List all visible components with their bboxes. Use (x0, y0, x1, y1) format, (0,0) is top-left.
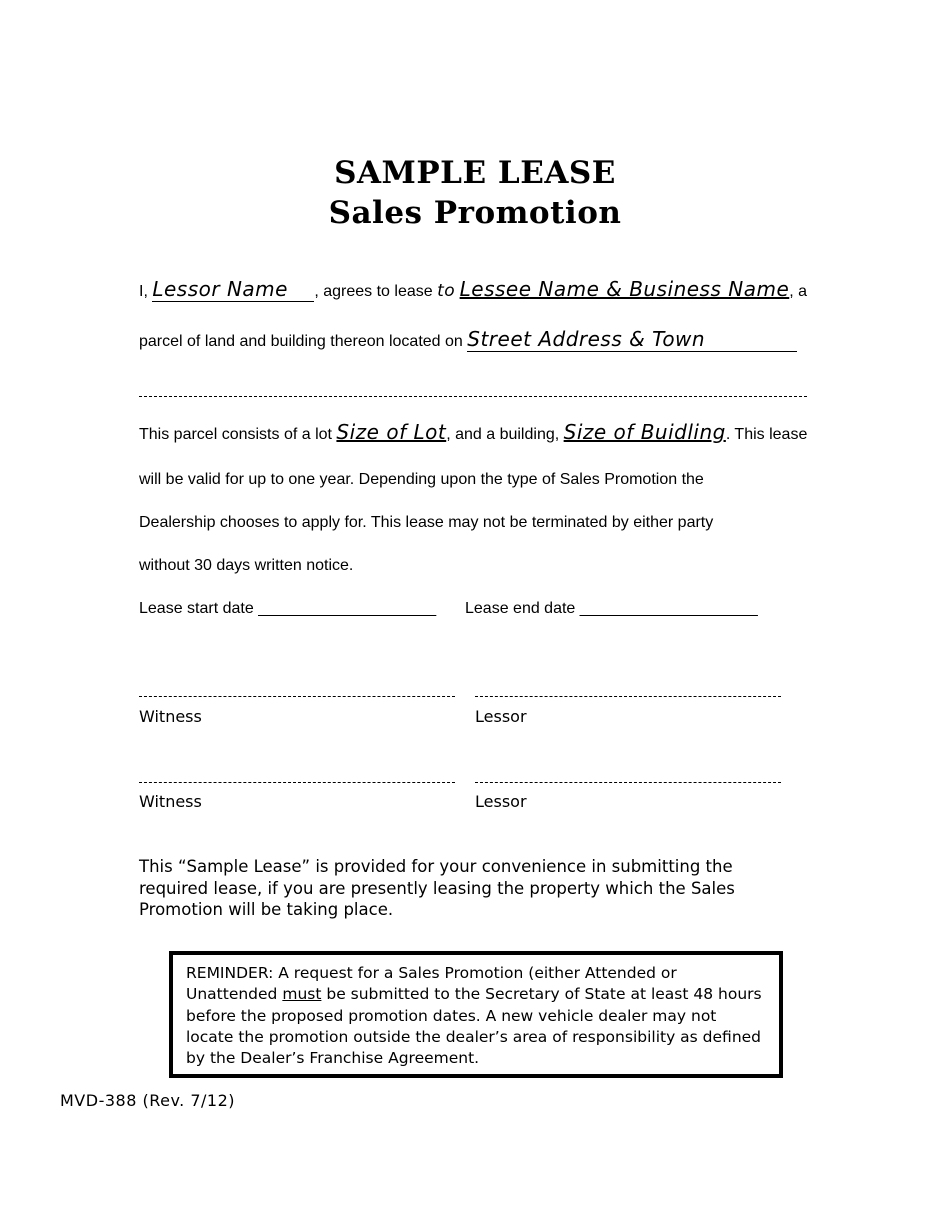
parcel-text: parcel of land and building thereon located on (139, 333, 463, 350)
street-address-field[interactable]: Street Address & Town (467, 327, 797, 352)
lease-text: . This lease (725, 426, 808, 443)
lessee-name-field[interactable]: Lessee Name & Business Name (459, 277, 790, 301)
reminder-box (169, 951, 783, 1078)
witness-label-1: Witness (139, 707, 202, 726)
witness-signature-line-2[interactable] (139, 782, 455, 783)
lot-prefix: This parcel consists of a lot (139, 426, 332, 443)
witness-signature-line-1[interactable] (139, 696, 455, 697)
lessor-signature-line-1[interactable] (475, 696, 781, 697)
to-word: to (437, 281, 456, 301)
agrees-text: , agrees to lease (314, 283, 433, 300)
lessor-signature-line-2[interactable] (475, 782, 781, 783)
lease-validity-line: will be valid for up to one year. Depending upon the type of Sales Promotion the (139, 471, 704, 488)
witness-label-2: Witness (139, 792, 202, 811)
reminder-prefix: REMINDER: A request for a Sales Promotion (either Attended or Unattended (186, 964, 677, 1004)
lessor-label-1: Lessor (475, 707, 527, 726)
lease-termination-line: Dealership chooses to apply for. This lease may not be terminated by either party (139, 514, 714, 531)
sample-lease-note: This “Sample Lease” is provided for your convenience in submitting the required lease, if you are presently leasing the property which the Sales Promotion will be taking place. (139, 857, 735, 919)
lease-intro-line (139, 277, 807, 302)
notice-line: without 30 days written notice. (139, 557, 354, 574)
reminder-must: must (282, 985, 322, 1004)
lessor-label-2: Lessor (475, 792, 527, 811)
intro-prefix: I, (139, 283, 148, 300)
lessor-name-field[interactable]: Lessor Name (152, 277, 314, 302)
document-subtitle: Sales Promotion (328, 195, 622, 231)
lot-size-field[interactable]: Size of Lot (336, 420, 447, 444)
reminder-suffix: be submitted to the Secretary of State at least 48 hours before the proposed promotion dates. A new vehicle dealer may not locate the promotion outside the dealer’s area of responsibility as defined by the Dealer’s Franchise Agreement. (186, 985, 762, 1068)
lease-start-date[interactable]: Lease start date ____________________ (139, 600, 437, 617)
building-text: , and a building, (446, 426, 560, 443)
lease-end-date[interactable]: Lease end date ____________________ (465, 600, 758, 617)
address-continuation-line[interactable] (139, 396, 807, 397)
building-size-field[interactable]: Size of Buidling (563, 420, 726, 444)
comma-a-text: , a (789, 283, 808, 300)
form-id: MVD-388 (Rev. 7/12) (60, 1091, 236, 1110)
document-title: SAMPLE LEASE (334, 155, 616, 191)
parcel-location-line (139, 327, 797, 352)
lot-size-line (139, 420, 807, 444)
